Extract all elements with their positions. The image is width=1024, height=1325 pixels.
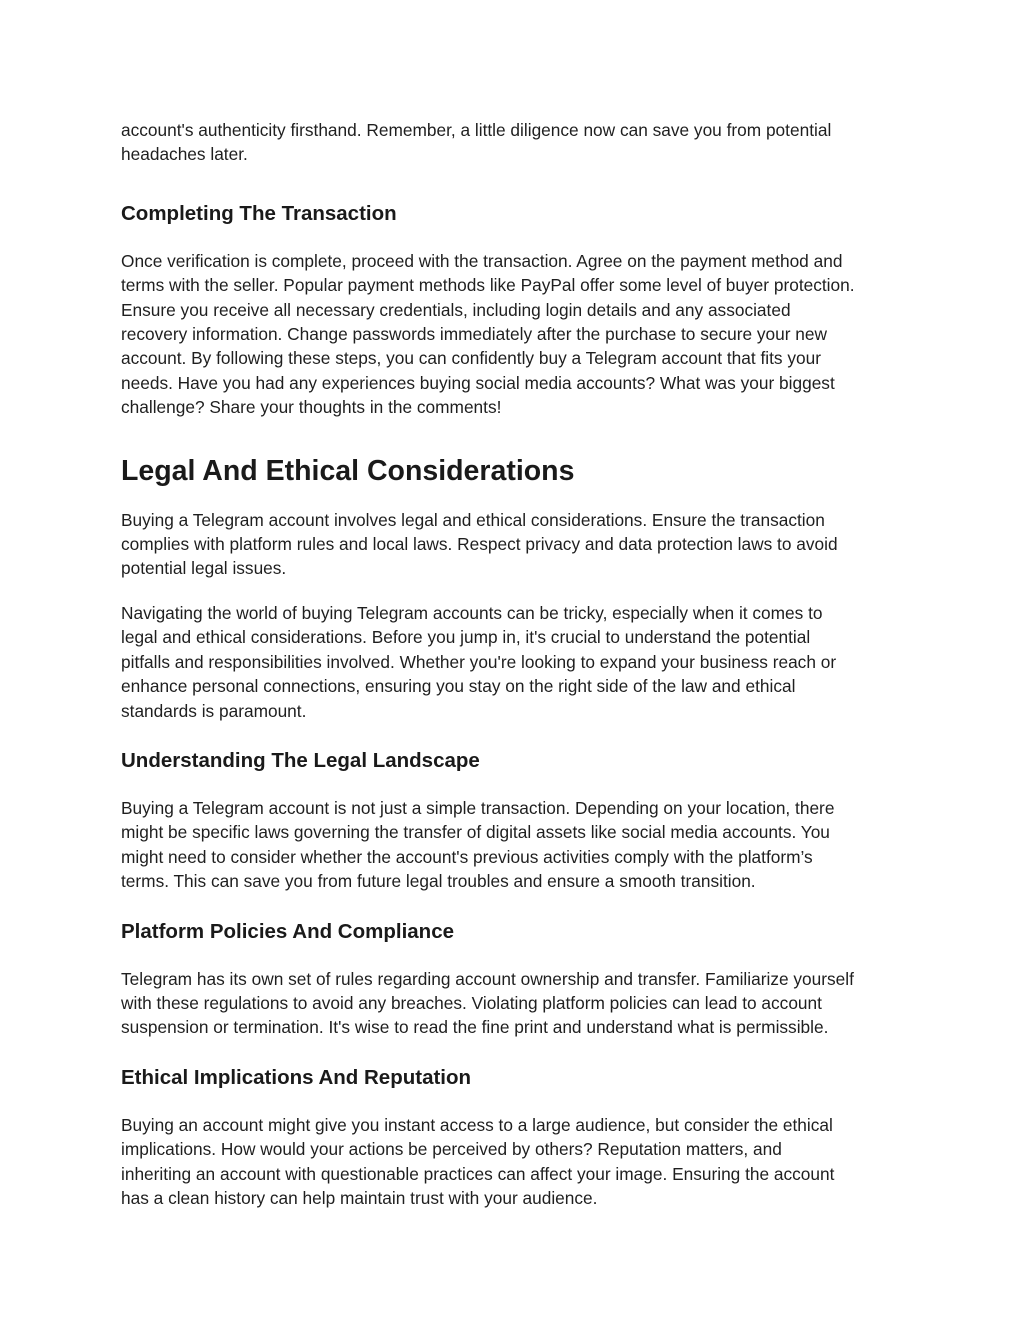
- text-line: account's authenticity firsthand. Remember, a little diligence now can save you from potential: [121, 120, 832, 140]
- intro-paragraph: [121, 118, 906, 167]
- text-line: terms with the seller. Popular payment methods like PayPal offer some level of buyer protection.: [121, 275, 855, 296]
- text-line: implications. How would your actions be perceived by others? Reputation matters, and: [121, 1139, 782, 1160]
- legal-paragraph-2: [121, 601, 906, 723]
- text-line: Buying a Telegram account involves legal and ethical considerations. Ensure the transaction: [121, 509, 825, 530]
- text-line: needs. Have you had any experiences buying social media accounts? What was your biggest: [121, 372, 835, 393]
- text-line: Navigating the world of buying Telegram accounts can be tricky, especially when it comes to: [121, 602, 823, 623]
- heading-completing-transaction: Completing The Transaction: [121, 201, 397, 225]
- text-line: might be specific laws governing the transfer of digital assets like social media accounts. You: [121, 822, 830, 843]
- text-line: Ensure you receive all necessary credentials, including login details and any associated: [121, 299, 791, 320]
- text-line: has a clean history can help maintain trust with your audience.: [121, 1187, 598, 1208]
- text-line: account. By following these steps, you can confidently buy a Telegram account that fits your: [121, 348, 821, 369]
- heading-ethical-implications: Ethical Implications And Reputation: [121, 1065, 472, 1089]
- text-line: Buying an account might give you instant access to a large audience, but consider the ethical: [121, 1114, 833, 1135]
- text-line: potential legal issues.: [121, 558, 287, 579]
- text-line: with these regulations to avoid any breaches. Violating platform policies can lead to account: [121, 992, 822, 1013]
- heading-legal-ethical: Legal And Ethical Considerations: [121, 454, 575, 487]
- landscape-paragraph: [121, 796, 906, 894]
- text-line: enhance personal connections, ensuring you stay on the right side of the law and ethical: [121, 676, 796, 697]
- policies-paragraph: [121, 967, 906, 1040]
- ethics-paragraph: [121, 1113, 906, 1211]
- legal-paragraph-1: [121, 508, 906, 581]
- text-line: terms. This can save you from future legal troubles and ensure a smooth transition.: [121, 871, 756, 892]
- text-line: legal and ethical considerations. Before you jump in, it's crucial to understand the potential: [121, 627, 811, 648]
- text-line: pitfalls and responsibilities involved. Whether you're looking to expand your business reach or: [121, 651, 837, 672]
- text-line: headaches later.: [121, 144, 248, 165]
- heading-platform-policies: Platform Policies And Compliance: [121, 919, 455, 943]
- text-line: Buying a Telegram account is not just a simple transaction. Depending on your location, there: [121, 797, 835, 818]
- text-line: Telegram has its own set of rules regarding account ownership and transfer. Familiarize yourself: [121, 968, 854, 989]
- text-line: recovery information. Change passwords immediately after the purchase to secure your new: [121, 324, 827, 345]
- text-line: standards is paramount.: [121, 700, 307, 721]
- text-line: Once verification is complete, proceed with the transaction. Agree on the payment method and: [121, 250, 843, 271]
- text-line: might need to consider whether the account's previous activities comply with the platform’s: [121, 846, 813, 867]
- text-line: suspension or termination. It's wise to read the fine print and understand what is permissible.: [121, 1017, 829, 1038]
- heading-legal-landscape: Understanding The Legal Landscape: [121, 748, 480, 772]
- text-line: complies with platform rules and local laws. Respect privacy and data protection laws to avoid: [121, 534, 838, 555]
- text-line: inheriting an account with questionable practices can affect your image. Ensuring the account: [121, 1163, 835, 1184]
- text-line: challenge? Share your thoughts in the comments!: [121, 397, 502, 418]
- completing-paragraph: [121, 249, 906, 420]
